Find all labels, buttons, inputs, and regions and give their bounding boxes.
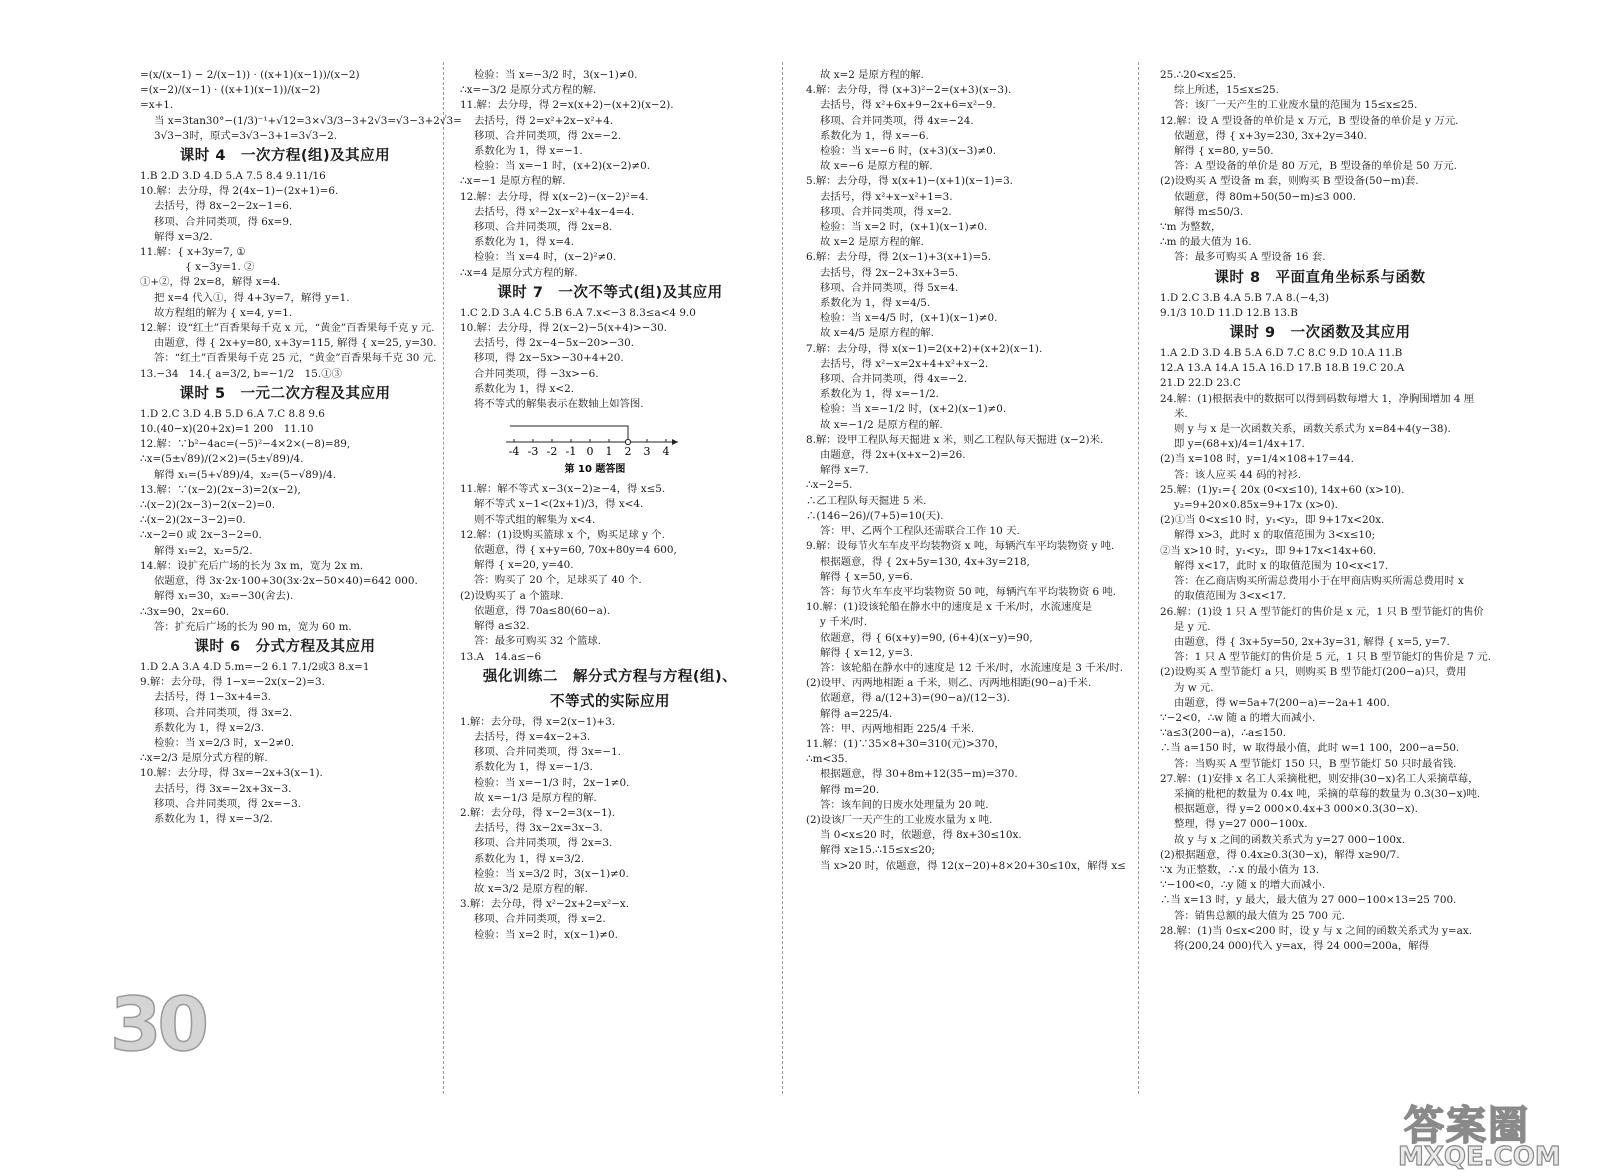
number-line-tick-label: 4 (662, 445, 670, 459)
answer-line: ∴(x−2)(2x−3−2)=0. (140, 514, 246, 527)
answer-line: 答：在乙商店购买所需总费用小于在甲商店购买所需总费用时 x (1174, 575, 1464, 588)
answer-line: 2.解：去分母，得 x−2=3(x−1). (460, 806, 616, 819)
answer-line: 10.解：去分母，得 3x=−2x+3(x−1). (140, 767, 323, 780)
section-heading: 强化训练二 解分式方程与方程(组)、 (482, 668, 738, 685)
answer-line: 9.解：设每节火车车皮平均装物资 x 吨，每辆汽车平均装物资 y 吨. (806, 540, 1115, 553)
answer-line: 由题意，得 { 3x+5y=50, 2x+3y=31, 解得 { x=5, y=7. (1174, 635, 1450, 648)
answer-line: 解得 x₁=30，x₂=−30(舍去). (154, 590, 294, 603)
answer-line: 去括号，得 2x−4−5x−20>−30. (474, 337, 635, 350)
solution-set-ray (510, 426, 628, 442)
answer-line: ∴当 x=13 时，y 最大，最大值为 27 000−100×13=25 700. (1160, 894, 1457, 907)
answer-line: ∵x 为正整数，∴x 的最小值为 13. (1160, 863, 1320, 876)
answer-line: 系数化为 1，得 x=2/3. (154, 721, 265, 734)
answer-line: 3√3−3时，原式=3√3−3+1=3√3−2. (154, 129, 338, 142)
answer-line: 将不等式的解集表示在数轴上如答图. (474, 398, 644, 411)
answer-line: 故 y 与 x 之间的函数关系式为 y=27 000−100x. (1174, 833, 1406, 846)
answer-line: (2)设购买了 a 个篮球. (460, 589, 564, 602)
answer-line: 是 y 元. (1174, 620, 1211, 633)
answer-line: 故 x=3/2 是原方程的解. (474, 882, 588, 895)
answer-line: 解得 { x=12, y=3. (820, 646, 913, 659)
answer-line: 答：每节火车车皮平均装物资 50 吨，每辆汽车平均装物资 6 吨. (820, 585, 1117, 598)
answer-line: 8.解：设甲工程队每天掘进 x 米，则乙工程队每天掘进 (x−2)米. (806, 433, 1104, 446)
answer-line: 当 0<x≤20 时，依题意，得 8x+30≤10x. (820, 829, 1022, 842)
answer-line: 解得 x=7. (820, 464, 869, 477)
answer-line: ∴x−2=5. (806, 479, 853, 492)
answer-column-2 (460, 68, 760, 1088)
answer-line: ∴m<35. (806, 753, 848, 766)
answer-line: 9.1/3 10.D 11.D 12.B 13.B (1160, 306, 1298, 319)
answer-line: 答：该轮船在静水中的速度是 12 千米/时，水流速度是 3 千米/时. (820, 661, 1124, 674)
answer-line: 系数化为 1，得 x=−6. (820, 129, 929, 142)
answer-line: 合并同类项，得 −3x>−6. (474, 367, 599, 380)
answer-line: ∴(146−26)/(7+5)=10(天). (806, 509, 944, 522)
answer-line: 1.D 2.C 3.B 4.A 5.B 7.A 8.(−4,3) (1160, 291, 1330, 304)
answer-line: 去括号，得 x²+6x+9−2x+6=x²−9. (820, 99, 996, 112)
number-line-tick-label: 2 (624, 445, 632, 459)
answer-line: 的取值范围为 3<x<17. (1174, 590, 1287, 603)
answer-line: 去括号，得 x²−2x−x²+4x−4=4. (474, 205, 635, 218)
answer-line: 系数化为 1，得 x=−3/2. (154, 812, 273, 825)
answer-line: 依题意，得 { x+3y=230, 3x+2y=340. (1174, 129, 1367, 142)
answer-line: 米. (1174, 407, 1188, 420)
answer-line: 系数化为 1，得 x<2. (474, 382, 575, 395)
answer-line: 11.解：去分母，得 2=x(x+2)−(x+2)(x−2). (460, 99, 674, 112)
answer-line: 解得 x₁=2，x₂=5/2. (154, 544, 253, 557)
answer-line: 1.C 2.D 3.A 4.C 5.B 6.A 7.x<−3 8.3≤a<4 9.0 (460, 306, 696, 319)
answer-line: 3.解：去分母，得 x²−2x+2=x²−x. (460, 898, 630, 911)
answer-line: 故 x=−1/2 是原方程的解. (820, 418, 943, 431)
answer-line: 答：最多可购买 A 型设备 16 套. (1174, 251, 1326, 264)
answer-line: 则不等式组的解集为 x<4. (474, 513, 596, 526)
column-divider (443, 62, 444, 1094)
answer-line: 去括号，得 1−3x+4=3. (154, 691, 271, 704)
answer-line: 7.解：去分母，得 x(x−1)=2(x+2)+(x+2)(x−1). (806, 342, 1043, 355)
answer-line: (2)设购买 A 型设备 m 套，则购买 B 型设备(50−m)套. (1160, 175, 1419, 188)
answer-line: 1.D 2.A 3.A 4.D 5.m=−2 6.1 7.1/2或3 8.x=1 (140, 660, 370, 673)
answer-line: 移项，得 2x−5x>−30+4+20. (474, 352, 624, 365)
answer-line: 根据题意，得 { 2x+5y=130, 4x+3y=218, (820, 555, 1030, 568)
answer-line: ∵−2<0，∴w 随 a 的增大而减小. (1160, 711, 1316, 724)
answer-line: 答：当购买 A 型节能灯 150 只，B 型节能灯 50 只时最省钱. (1174, 757, 1457, 770)
answer-line: 由题意，得 w=5a+7(200−a)=−2a+1 400. (1174, 696, 1390, 709)
answer-line: 13.解：∵(x−2)(2x−3)=2(x−2), (140, 483, 301, 496)
answer-line: 1.D 2.C 3.D 4.B 5.D 6.A 7.C 8.8 9.6 (140, 407, 325, 420)
answer-line: 移项、合并同类项，得 5x=4. (820, 281, 959, 294)
section-heading: 课时 4 一次方程(组)及其应用 (179, 148, 391, 165)
answer-line: 移项、合并同类项，得 2x=3. (474, 837, 613, 850)
answer-line: ∴x=−1 是原方程的解. (460, 175, 566, 188)
answer-line: 故 x=4/5 是原方程的解. (820, 327, 934, 340)
answer-line: 依题意，得 3x·2x·100+30(3x·2x−50×40)=642 000. (154, 575, 418, 588)
answer-line: 4.解：去分母，得 (x+3)²−2=(x+3)(x−3). (806, 84, 1012, 97)
answer-line: 26.解：(1)设 1 只 A 型节能灯的售价是 x 元，1 只 B 型节能灯的售价 (1160, 605, 1484, 618)
column-divider (782, 62, 783, 1094)
answer-line: 解得 m=20. (820, 783, 880, 796)
answer-line: 采摘的枇杷的数量为 0.4x 吨，采摘的草莓的数量为 0.3(30−x)吨. (1174, 787, 1481, 800)
section-heading: 课时 8 平面直角坐标系与函数 (1214, 269, 1426, 286)
answer-line: 把 x=4 代入①，得 4+3y=7，解得 y=1. (154, 291, 350, 304)
answer-line: 综上所述，15≤x≤25. (1174, 84, 1279, 97)
answer-line: 去括号，得 3x−2x=3x−3. (474, 822, 603, 835)
answer-line: 答：A 型设备的单价是 80 万元，B 型设备的单价是 50 万元. (1174, 160, 1457, 173)
answer-line: 根据题意，得 30+8m+12(35−m)=370. (820, 768, 1018, 781)
answer-line: 11.解：{ x+3y=7, ① (140, 246, 246, 259)
answer-line: (2)设甲、丙两地相距 a 千米，则乙、丙两地相距(90−a)千米. (806, 677, 1092, 690)
figure-caption: 第 10 题答图 (564, 464, 626, 476)
answer-line: 解得 x₁=(5+√89)/4，x₂=(5−√89)/4. (154, 468, 336, 481)
answer-line: (2)设购买 A 型节能灯 a 只，则购买 B 型节能灯(200−a)只，费用 (1160, 666, 1467, 679)
answer-line: 12.解：设“红土”百香果每千克 x 元，“黄金”百香果每千克 y 元. (140, 322, 435, 335)
answer-line: 移项、合并同类项，得 2x=−3. (154, 797, 302, 810)
answer-line: ∴x=4 是原分式方程的解. (460, 266, 578, 279)
answer-line: y 千米/时. (820, 616, 868, 629)
answer-line: 移项、合并同类项，得 x=2. (820, 205, 952, 218)
answer-line: 25.解：(1)y₁={ 20x (0<x≤10), 14x+60 (x>10). (1160, 483, 1405, 496)
answer-line: ∴当 a=150 时，w 取得最小值，此时 w=1 100，200−a=50. (1160, 742, 1460, 755)
answer-line: 解得 x>3，此时 x 的取值范围为 3<x≤10; (1174, 529, 1376, 542)
section-heading: 课时 7 一次不等式(组)及其应用 (497, 284, 723, 301)
answer-line: 解不等式 x−1<(2x+1)/3，得 x<4. (474, 498, 644, 511)
answer-line: 6.解：去分母，得 2(x−1)+3(x+1)=5. (806, 251, 992, 264)
answer-line: 故方程组的解为 { x=4, y=1. (154, 306, 293, 319)
answer-line: 10.解：去分母，得 2(x−2)−5(x+4)>−30. (460, 322, 667, 335)
answer-line: =x+1. (140, 99, 174, 112)
answer-line: 10.解：去分母，得 2(4x−1)−(2x+1)=6. (140, 185, 339, 198)
number-line-tick-label: -3 (527, 445, 539, 459)
answer-line: 答：该车间的日废水处理量为 20 吨. (820, 798, 989, 811)
open-endpoint (625, 440, 630, 445)
answer-line: 当 x>20 时，依题意，得 12(x−20)+8×20+30≤10x，解得 x≤ (820, 859, 1126, 872)
answer-line: 解得 { x=20, y=40. (474, 559, 574, 572)
answer-line: 12.解：∵b²−4ac=(−5)²−4×2×(−8)=89, (140, 438, 351, 451)
answer-line: 去括号，得 2x−2+3x+3=5. (820, 266, 959, 279)
answer-line: 13.A 14.a≤−6 (460, 650, 542, 663)
answer-line: 检验：当 x=−1 时，(x+2)(x−2)≠0. (474, 160, 651, 173)
answer-line: y₂=9+20×0.85x=9+17x (x>0). (1174, 499, 1338, 512)
answer-line: ①+②，得 2x=8，解得 x=4. (140, 276, 281, 289)
section-heading: 课时 5 一元二次方程及其应用 (179, 385, 391, 402)
answer-line: 答：最多可购买 32 个篮球. (474, 635, 602, 648)
answer-line: 由题意，得 2x+(x+x−2)=26. (820, 449, 966, 462)
site-watermark (1396, 1092, 1576, 1172)
answer-line: 解得 x<17，此时 x 的取值范围为 10<x<17. (1174, 559, 1389, 572)
answer-line: 去括号，得 x=4x−2+3. (474, 730, 591, 743)
answer-line: 答：“红土”百香果每千克 25 元，“黄金”百香果每千克 30 元. (154, 352, 437, 365)
answer-line: 答：1 只 A 型节能灯的售价是 5 元，1 只 B 型节能灯的售价是 7 元. (1174, 651, 1491, 664)
answer-line: 12.解：(1)设购买篮球 x 个，购买足球 y 个. (460, 528, 665, 541)
answer-line: 依题意，得 80m+50(50−m)≤3 000. (1174, 190, 1356, 203)
answer-line: 检验：当 x=2 时，(x+1)(x−1)≠0. (820, 221, 988, 234)
axis-arrow-icon (672, 439, 678, 445)
answer-line: 移项、合并同类项，得 x=2. (474, 913, 606, 926)
answer-line: 检验：当 x=−1/2 时，(x+2)(x−1)≠0. (820, 403, 1007, 416)
answer-line: 检验：当 x=4 时，(x−2)²≠0. (474, 251, 617, 264)
answer-line: =(x/(x−1) − 2/(x−1)) · ((x+1)(x−1))/(x−2) (140, 69, 360, 81)
answer-column-3 (806, 68, 1126, 1088)
answer-line: ∵−100<0，∴y 随 x 的增大而减小. (1160, 879, 1326, 892)
answer-line: 11.解：解不等式 x−3(x−2)≥−4，得 x≤5. (460, 483, 666, 496)
answer-line: ∴x=(5±√89)/(2×2)=(5±√89)/4. (140, 453, 304, 466)
answer-line: 答：该人应买 44 码的衬衫. (1174, 468, 1302, 481)
answer-line: 检验：当 x=−3/2 时，3(x−1)≠0. (474, 69, 638, 81)
answer-line: ∴乙工程队每天掘进 5 米. (806, 494, 927, 507)
answer-line: 10.(40−x)(20+2x)=1 200 11.10 (140, 423, 314, 436)
answer-line: 由题意，得 { 2x+y=80, x+3y=115, 解得 { x=25, y=30. (154, 337, 437, 350)
answer-line: 28.解：(1)当 0≤x<200 时，设 y 与 x 之间的函数关系式为 y=ax. (1160, 924, 1472, 937)
answer-line: 检验：当 x=2/3 时，x−2≠0. (154, 736, 295, 749)
answer-line: 1.B 2.D 3.D 4.D 5.A 7.5 8.4 9.11/16 (140, 170, 326, 183)
answer-line: ∴(x−2)(2x−3)−2(x−2)=0. (140, 499, 276, 512)
answer-line: =(x−2)/(x−1) · ((x+1)(x−1))/(x−2) (140, 84, 321, 97)
answer-line: 9.解：去分母，得 1−x=−2x(x−2)=3. (140, 676, 325, 689)
answer-line: 21.D 22.D 23.C (1160, 377, 1241, 390)
answer-line: 依题意，得 { 6(x+y)=90, (6+4)(x−y)=90, (820, 631, 1033, 644)
answer-line: 移项、合并同类项，得 4x=−2. (820, 373, 968, 386)
answer-line: 解得 { x=50, y=6. (820, 570, 913, 583)
number-line-tick-label: -4 (508, 445, 520, 459)
answer-line: ∴m 的最大值为 16. (1160, 236, 1252, 249)
answer-line: 故 x=−6 是原方程的解. (820, 160, 933, 173)
answer-line: ∴x=2/3 是原分式方程的解. (140, 752, 268, 765)
answer-line: 移项、合并同类项，得 4x=−24. (820, 114, 974, 127)
answer-line: 答：该厂一天产生的工业废水量的范围为 15≤x≤25. (1174, 99, 1418, 112)
answer-line: 解得 a≤32. (474, 620, 530, 633)
answer-line: 故 x=−1/3 是原方程的解. (474, 791, 597, 804)
answer-line: (2)①当 0<x≤10 时，y₁<y₂，即 9+17x<20x. (1160, 514, 1385, 527)
answer-line: 解得 { x=80, y=50. (1174, 145, 1274, 158)
answer-line: ∵a≤3(200−a)，∴a≤150. (1160, 727, 1287, 740)
answer-line: 当 x=3tan30°−(1/3)⁻¹+√12=3×√3/3−3+2√3=√3−3+2√3= (154, 114, 462, 127)
answer-line: 解得 x=3/2. (154, 230, 213, 243)
answer-line: 故 x=2 是原方程的解. (820, 69, 924, 81)
answer-line: 整理，得 y=27 000−100x. (1174, 818, 1308, 831)
answer-line: 解得 a=225/4. (820, 707, 893, 720)
answer-line: ∵m 为整数， (1160, 221, 1222, 234)
answer-line: 移项、合并同类项，得 2x=−2. (474, 129, 622, 142)
number-line-tick-label: 1 (605, 445, 613, 459)
answer-line: 依题意，得 70a≤80(60−a). (474, 604, 611, 617)
page-number: 30 (110, 982, 205, 1068)
answer-line: 答：甲、乙两个工程队还需联合工作 10 天. (820, 525, 1020, 538)
answer-line: ∴x=−3/2 是原分式方程的解. (460, 84, 597, 97)
answer-line: 移项、合并同类项，得 3x=−1. (474, 746, 622, 759)
answer-line: 11.解：(1)∵35×8+30=310(元)>370， (806, 737, 1005, 750)
answer-line: (2)当 x=108 时，y=1/4×108+17=44. (1160, 453, 1354, 466)
number-line-figure (500, 416, 760, 478)
answer-line: 根据题意，得 y=2 000×0.4x+3 000×0.3(30−x). (1174, 803, 1418, 816)
answer-line: ∴x−2=0 或 2x−3−2=0. (140, 529, 262, 542)
answer-line: 系数化为 1，得 x=4. (474, 236, 575, 249)
answer-line: 24.解：(1)根据表中的数据可以得到码数每增大 1，净胸围增加 4 厘 (1160, 392, 1475, 405)
answer-line: 检验：当 x=4/5 时，(x+1)(x−1)≠0. (820, 312, 998, 325)
answer-line: 移项、合并同类项，得 6x=9. (154, 215, 293, 228)
answer-line: ∴3x=90，2x=60. (140, 605, 230, 618)
section-heading: 课时 9 一次函数及其应用 (1229, 325, 1411, 342)
answer-line: 14.解：设扩充后广场的长为 3x m，宽为 2x m. (140, 559, 364, 572)
answer-line: 检验：当 x=2 时，x(x−1)≠0. (474, 928, 618, 941)
answer-line: 依题意，得 { x+y=60, 70x+80y=4 600, (474, 544, 677, 557)
answer-line: 将(200,24 000)代入 y=ax，得 24 000=200a，解得 (1174, 939, 1430, 952)
answer-line: 13.−34 14.{ a=3/2, b=−1/2 15.①③ (140, 367, 342, 380)
answer-line: 解得 x≥15.∴15≤x≤20; (820, 844, 936, 857)
answer-line: 答：销售总额的最大值为 25 700 元. (1174, 909, 1345, 922)
answer-line: 去括号，得 8x−2−2x−1=6. (154, 200, 293, 213)
section-heading: 课时 6 分式方程及其应用 (194, 638, 376, 655)
answer-line: 即 y=(68+x)/4=1/4x+17. (1174, 438, 1305, 451)
answer-line: 系数化为 1，得 x=3/2. (474, 852, 585, 865)
number-line-tick-label: -1 (565, 445, 577, 459)
watermark-logo-text: 答案圈 (1404, 1103, 1530, 1149)
answer-line: 则 y 与 x 是一次函数关系，函数关系式为 x=84+4(y−38). (1174, 423, 1451, 436)
answer-line: 移项、合并同类项，得 3x=2. (154, 706, 293, 719)
answer-line: 系数化为 1，得 x=−1/3. (474, 761, 593, 774)
answer-line: 12.解：设 A 型设备的单价是 x 万元，B 型设备的单价是 y 万元. (1160, 114, 1459, 127)
answer-line: 12.A 13.A 14.A 15.A 16.D 17.B 18.B 19.C 20.A (1160, 362, 1405, 375)
answer-line: 为 w 元. (1174, 681, 1214, 694)
column-divider (1138, 62, 1139, 1094)
answer-line: { x−3y=1. ② (154, 261, 255, 274)
number-line-tick-label: 3 (643, 445, 651, 459)
answer-line: 检验：当 x=−6 时，(x+3)(x−3)≠0. (820, 145, 997, 158)
answer-line: 解得 m≤50/3. (1174, 205, 1244, 218)
answer-line: 系数化为 1，得 x=−1/2. (820, 388, 939, 401)
answer-line: 去括号，得 2=x²+2x−x²+4. (474, 114, 614, 127)
answer-line: 答：扩充后广场的长为 90 m，宽为 60 m. (154, 620, 352, 633)
answer-line: 系数化为 1，得 x=4/5. (820, 297, 931, 310)
answer-line: 去括号，得 x²−x=2x+4+x²+x−2. (820, 357, 989, 370)
number-line-tick-label: -2 (546, 445, 558, 459)
answer-line: 12.解：去分母，得 x(x−2)−(x−2)²=4. (460, 190, 649, 203)
answer-line: 答：甲、丙两地相距 225/4 千米. (820, 722, 975, 735)
answer-line: 去括号，得 3x=−2x+3x−3. (154, 782, 292, 795)
section-heading: 不等式的实际应用 (550, 693, 670, 710)
watermark-site-text: MXQE.COM (1398, 1142, 1561, 1172)
answer-line: 检验：当 x=−1/3 时，2x−1≠0. (474, 776, 630, 789)
answer-line: (2)设该厂一天产生的工业废水量为 x 吨. (806, 813, 993, 826)
answer-column-1 (140, 68, 462, 1088)
answer-line: 5.解：去分母，得 x(x+1)−(x+1)(x−1)=3. (806, 175, 1013, 188)
answer-line: 10.解：(1)设该轮船在静水中的速度是 x 千米/时，水流速度是 (806, 601, 1093, 614)
answer-line: 检验：当 x=3/2 时，3(x−1)≠0. (474, 867, 629, 880)
answer-column-4 (1160, 68, 1491, 1088)
answer-line: 依题意，得 a/(12+3)=(90−a)/(12−3). (820, 692, 1010, 705)
answer-line: 去括号，得 x²+x−x²+1=3. (820, 190, 953, 203)
answer-line: 移项、合并同类项，得 2x=8. (474, 221, 613, 234)
answer-line: 系数化为 1，得 x=−1. (474, 145, 583, 158)
answer-line: 25.∴20<x≤25. (1160, 69, 1237, 81)
answer-line: 答：购买了 20 个，足球买了 40 个. (474, 574, 642, 587)
number-line-tick-label: 0 (586, 445, 594, 459)
answer-line: (2)根据题意，得 0.4x≥0.3(30−x)，解得 x≥90/7. (1160, 848, 1400, 861)
answer-line: 1.解：去分母，得 x=2(x−1)+3. (460, 715, 616, 728)
answer-line: 1.A 2.D 3.D 4.B 5.A 6.D 7.C 8.C 9.D 10.A 11.B (1160, 347, 1403, 360)
answer-line: 故 x=2 是原方程的解. (820, 236, 924, 249)
answer-line: ②当 x>10 时，y₁<y₂，即 9+17x<14x+60. (1160, 544, 1377, 557)
number-line-svg (500, 416, 690, 478)
answer-line: 27.解：(1)安排 x 名工人采摘枇杷，则安排(30−x)名工人采摘草莓， (1160, 772, 1479, 785)
